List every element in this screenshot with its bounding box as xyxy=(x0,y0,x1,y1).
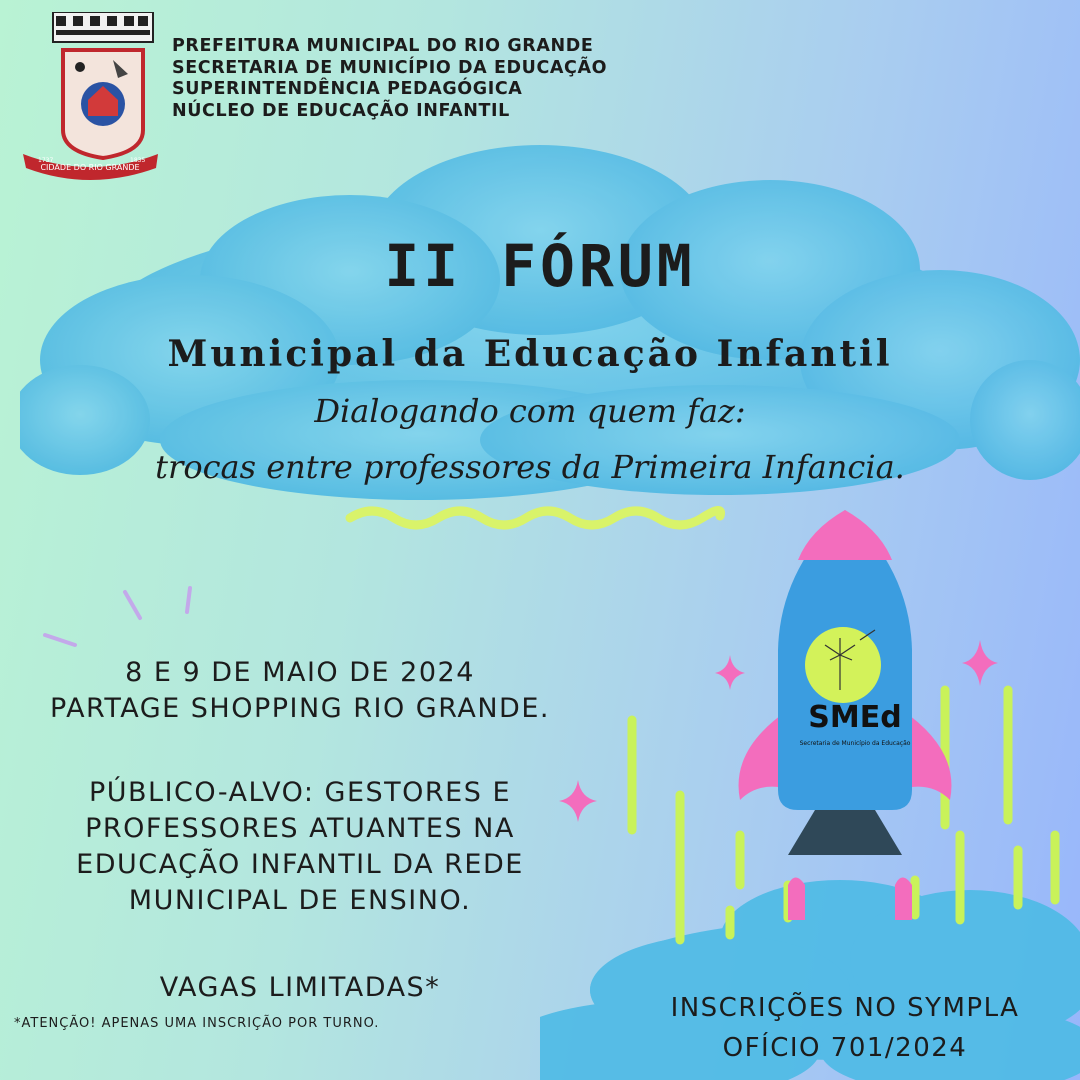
registration-notice: *ATENÇÃO! APENAS UMA INSCRIÇÃO POR TURNO. xyxy=(14,1016,380,1031)
crest-year-left: 1737 xyxy=(38,157,54,164)
rocket-nose xyxy=(798,510,892,560)
event-title-line-2: Municipal da Educação Infantil xyxy=(167,333,893,375)
event-date: 8 E 9 DE MAIO DE 2024 xyxy=(125,657,475,688)
audience-line-1: PÚBLICO-ALVO: GESTORES E xyxy=(88,777,512,808)
audience-line-2: PROFESSORES ATUANTES NA xyxy=(85,813,515,844)
rocket-nozzle xyxy=(788,810,902,855)
event-title: II FÓRUM xyxy=(384,232,696,300)
crest-ribbon-text: CIDADE DO RIO GRANDE xyxy=(40,163,140,172)
event-info xyxy=(0,655,600,727)
audience-line-4: MUNICIPAL DE ENSINO. xyxy=(128,885,472,916)
smed-logo-text: SMEd xyxy=(808,700,902,735)
header-line-2: SECRETARIA DE MUNICÍPIO DA EDUCAÇÃO xyxy=(172,57,608,78)
institution-header xyxy=(172,36,607,122)
city-crest-logo xyxy=(18,12,163,182)
crest-year-right: 1835 xyxy=(130,157,146,164)
registration-line-1: INSCRIÇÕES NO SYMPLA xyxy=(670,993,1020,1023)
event-subtitle-1: Dialogando com quem faz: xyxy=(314,392,746,430)
header-line-4: NÚCLEO DE EDUCAÇÃO INFANTIL xyxy=(172,100,510,121)
sparkle-lines-decoration xyxy=(40,580,260,660)
audience-line-3: EDUCAÇÃO INFANTIL DA REDE xyxy=(76,849,524,880)
smed-logo-subtitle: Secretaria de Município da Educação xyxy=(799,740,911,747)
event-venue: PARTAGE SHOPPING RIO GRANDE. xyxy=(50,693,550,724)
limited-vacancies: VAGAS LIMITADAS* xyxy=(159,972,441,1003)
smed-logo-circle xyxy=(805,627,881,703)
registration-info xyxy=(640,988,1050,1068)
event-subtitle-2: trocas entre professores da Primeira Infancia. xyxy=(155,448,905,486)
registration-line-2: OFÍCIO 701/2024 xyxy=(722,1033,968,1063)
target-audience xyxy=(0,775,600,919)
header-line-3: SUPERINTENDÊNCIA PEDAGÓGICA xyxy=(172,79,523,99)
header-line-1: PREFEITURA MUNICIPAL DO RIO GRANDE xyxy=(172,36,594,56)
